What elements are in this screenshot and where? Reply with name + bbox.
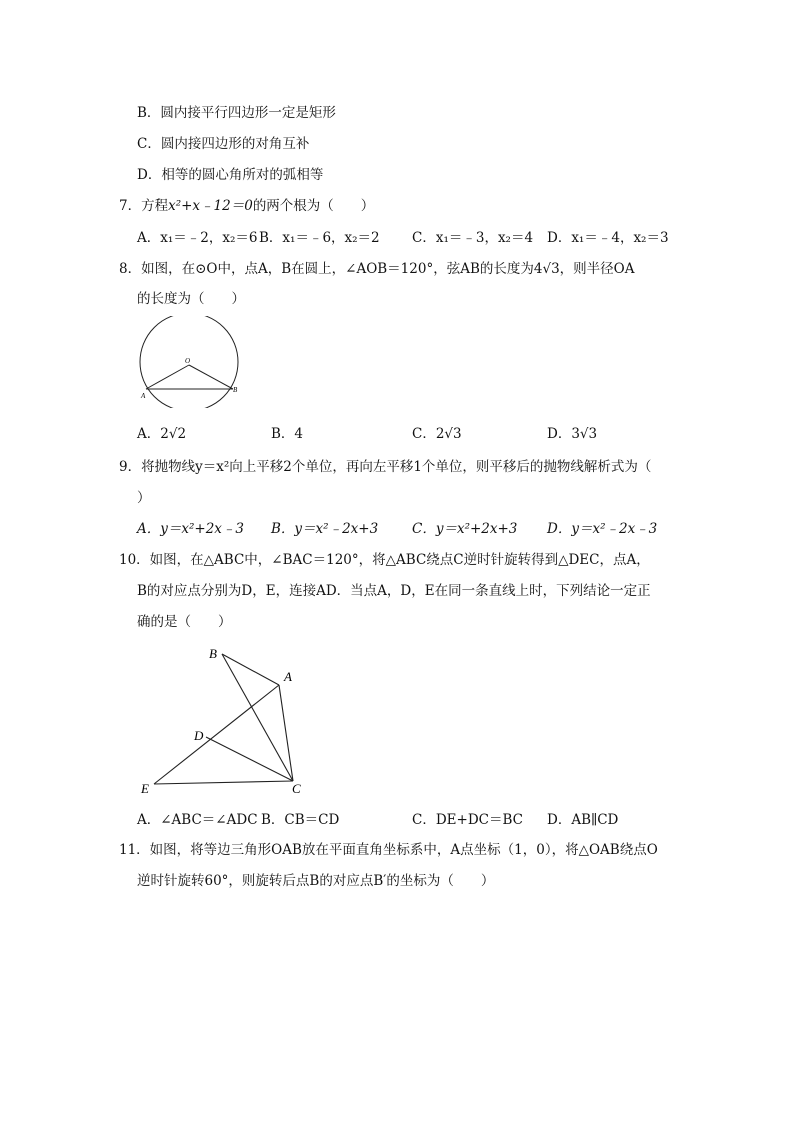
q7-suffix: 的两个根为（ ） [252,198,375,214]
q7-options [137,228,697,248]
q11-stem-line2: 逆时针旋转60°，则旋转后点B的对应点B′的坐标为（ ） [137,873,495,889]
q7-option-a: A．x₁＝﹣2，x₂＝6 [137,230,258,246]
q8-option-b: B．4 [271,426,304,442]
q10-segment-dc [206,737,293,781]
q11-stem-line1: 11．如图，将等边三角形OAB放在平面直角坐标系中，A点坐标（1，0），将△OAB绕点O [119,842,658,858]
q7-option-c: C．x₁＝﹣3，x₂＝4 [412,230,534,246]
q7-stem [119,197,374,215]
q8-option-c: C．2√3 [412,426,462,442]
q9-option-c: C．y＝x²+2x+3 [412,521,518,537]
q6-option-c: C．圆内接四边形的对角互补 [137,136,310,152]
q10-label-c: C [292,781,301,796]
q10-stem-line1: 10．如图，在△ABC中，∠BAC＝120°，将△ABC绕点C逆时针旋转得到△DEC，点A， [119,552,650,568]
q8-label-a: A [141,392,146,400]
q10-options [137,810,697,830]
q9-option-b: B．y＝x²﹣2x+3 [271,521,379,537]
q7-prefix: 7．方程 [119,198,169,214]
q9-stem-line2: ） [137,490,151,506]
q10-label-a: A [284,669,292,684]
q8-option-a: A．2√2 [137,426,187,442]
q8-label-b: B [233,386,238,394]
q9-stem-line1: 9．将抛物线y＝x²向上平移2个单位，再向左平移1个单位，则平移后的抛物线解析式为（ [119,459,652,475]
q6-option-d: D．相等的圆心角所对的弧相等 [137,167,324,183]
q9-option-d: D．y＝x²﹣2x﹣3 [547,521,658,537]
q8-label-o: O [185,357,191,365]
q10-label-e: E [141,781,149,796]
q10-segment-ec [154,781,293,784]
q9-option-a: A．y＝x²+2x﹣3 [137,521,245,537]
q10-stem-line3: 确的是（ ） [137,614,232,630]
q10-segment-ac [279,685,293,781]
q10-stem-line2: B的对应点分别为D，E，连接AD．当点A，D，E在同一条直线上时，下列结论一定正 [137,583,651,599]
q8-option-d: D．3√3 [547,426,598,442]
q8-stem-line2: 的长度为（ ） [137,291,245,307]
q10-segment-ea [154,685,279,784]
q7-option-d: D．x₁＝﹣4，x₂＝3 [547,230,669,246]
q10-label-b: B [209,646,217,661]
q8-radius-oa [146,365,189,389]
q10-option-a: A．∠ABC＝∠ADC [137,812,258,828]
q10-option-b: B．CB＝CD [261,812,340,828]
q8-stem-line1: 8．如图，在⊙O中，点A，B在圆上，∠AOB＝120°，弦AB的长度为4√3，则半径OA [119,261,635,277]
q8-circle-figure [136,316,244,408]
q9-options [137,519,697,539]
q7-option-b: B．x₁＝﹣6，x₂＝2 [259,230,380,246]
q10-option-d: D．AB∥CD [547,812,619,828]
q7-equation: x²+x﹣12＝0 [168,198,253,214]
q10-option-c: C．DE+DC＝BC [412,812,523,828]
q6-option-b: B．圆内接平行四边形一定是矩形 [137,105,336,121]
q10-triangle-figure [138,640,318,800]
q8-radius-ob [189,365,233,389]
q8-options [137,424,697,444]
q10-label-d: D [194,728,204,743]
